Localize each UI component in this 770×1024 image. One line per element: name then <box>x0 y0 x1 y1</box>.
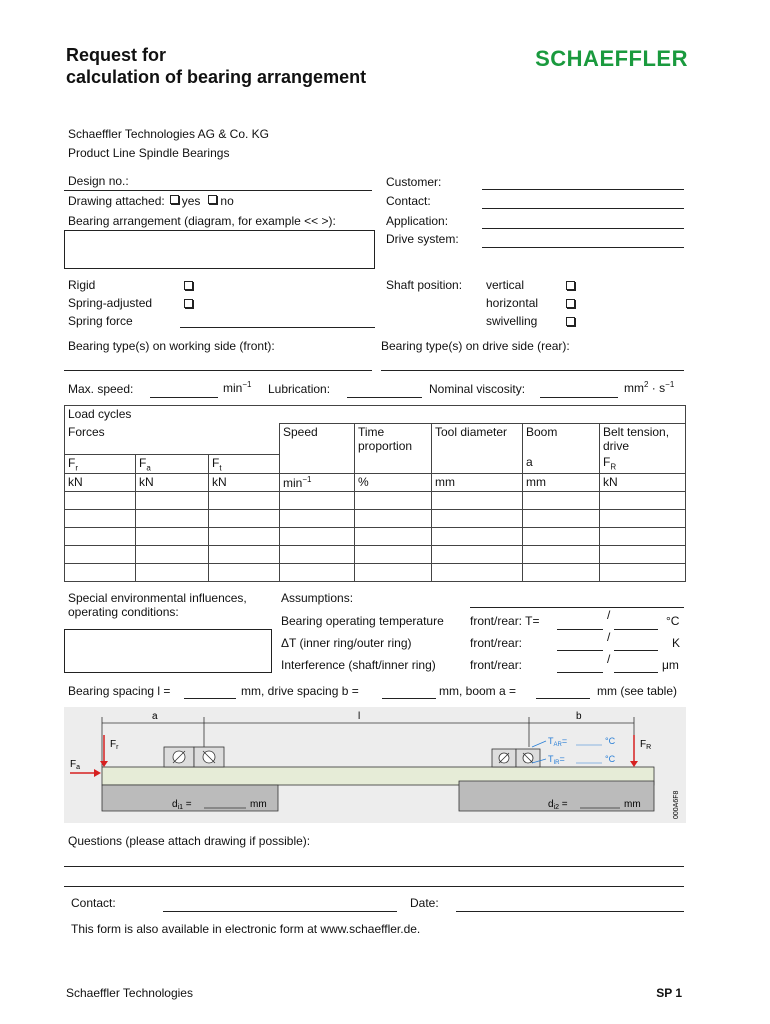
dt-mid: front/rear: <box>470 636 523 650</box>
tir-unit: °C <box>605 754 616 764</box>
max-speed-label: Max. speed: <box>68 382 134 396</box>
swivelling-checkbox[interactable] <box>566 317 575 326</box>
viscosity-label: Nominal viscosity: <box>429 382 526 396</box>
fa-header: $F_a$ <box>136 454 209 473</box>
FR-label: $F_R$ <box>640 739 652 751</box>
interference-rear-field[interactable] <box>614 672 658 673</box>
design-no-field[interactable] <box>64 190 372 191</box>
unit-cell: kN <box>600 473 686 491</box>
tar-label: $T_{AR}=$ <box>548 736 568 748</box>
table-row <box>65 424 686 455</box>
lubrication-label: Lubrication: <box>268 382 331 396</box>
bearing-spacing-label: Bearing spacing l = <box>68 684 171 698</box>
title-line-2: calculation of bearing arrangement <box>66 67 367 87</box>
tool-diameter-header: Tool diameter <box>432 424 523 474</box>
contact-label-top: Contact: <box>386 194 431 208</box>
interference-label: Interference (shaft/inner ring) <box>281 658 436 672</box>
horizontal-checkbox[interactable] <box>566 299 575 308</box>
interference-slash: / <box>607 652 611 666</box>
rear-bearing-pair <box>492 749 540 767</box>
no-checkbox[interactable] <box>208 195 217 204</box>
boom-label: mm, boom a = <box>439 684 517 698</box>
bearing-type-rear-label: Bearing type(s) on drive side (rear): <box>381 339 570 353</box>
dt-rear-field[interactable] <box>614 650 658 651</box>
product-line: Product Line Spindle Bearings <box>68 146 230 160</box>
contact-field[interactable] <box>163 911 397 912</box>
tir-label: $T_{IR}=$ <box>548 754 565 766</box>
boom-a-header: a <box>523 454 600 473</box>
dt-label: ΔT (inner ring/outer ring) <box>281 636 412 650</box>
swivelling-label: swivelling <box>486 314 538 328</box>
dim-l-label: l <box>358 711 361 722</box>
yes-label: yes <box>181 194 201 208</box>
temp-label: Bearing operating temperature <box>281 614 444 628</box>
speed-header: Speed <box>280 424 355 474</box>
date-label: Date: <box>410 896 439 910</box>
drive-spacing-label: mm, drive spacing b = <box>241 684 359 698</box>
dt-unit: K <box>672 636 681 650</box>
max-speed-unit: $\min^{-1}$ <box>223 380 252 395</box>
table-row[interactable] <box>65 545 686 563</box>
fr-label: $F_r$ <box>110 739 119 751</box>
design-no-label: Design no.: <box>68 174 129 188</box>
page-title <box>66 44 366 88</box>
yes-checkbox[interactable] <box>170 195 179 204</box>
dim-a-label: a <box>152 711 158 722</box>
vertical-checkbox[interactable] <box>566 281 575 290</box>
dt-front-field[interactable] <box>557 650 603 651</box>
drive-system-field[interactable] <box>482 247 684 248</box>
temp-slash: / <box>607 608 611 622</box>
application-label: Application: <box>386 214 449 228</box>
date-field[interactable] <box>456 911 684 912</box>
bearing-arrangement-diagram <box>64 707 686 823</box>
assumptions-label: Assumptions: <box>281 591 354 605</box>
drive-spacing-field[interactable] <box>382 698 436 699</box>
temp-unit: °C <box>666 614 680 628</box>
rigid-checkbox[interactable] <box>184 281 193 290</box>
front-bearing-pair <box>164 747 224 767</box>
viscosity-unit: $mm^2 \cdot s^{-1}$ <box>624 380 675 395</box>
customer-label: Customer: <box>386 175 442 189</box>
tar-unit: °C <box>605 736 616 746</box>
belt-tension-header: Belt tension, drive <box>600 424 686 455</box>
environment-label-1: Special environmental influences, <box>68 591 247 605</box>
footer-company: Schaeffler Technologies <box>66 986 193 1000</box>
shaft-position-label: Shaft position: <box>386 278 463 292</box>
bearing-arrangement-box[interactable] <box>64 230 375 269</box>
drive-system-label: Drive system: <box>386 232 459 246</box>
boom-field[interactable] <box>536 698 590 699</box>
spring-force-label: Spring force <box>68 314 133 328</box>
vertical-label: vertical <box>486 278 525 292</box>
load-cycles-header: Load cycles <box>65 406 686 424</box>
horizontal-label: horizontal <box>486 296 539 310</box>
footer-page: SP 1 <box>656 986 682 1000</box>
figure-code: 000A6F8 <box>673 790 680 819</box>
di2-unit: mm <box>624 799 641 810</box>
table-row <box>65 406 686 424</box>
environment-label <box>68 591 247 619</box>
questions-field-2[interactable] <box>64 886 684 887</box>
table-row[interactable] <box>65 527 686 545</box>
drawing-attached-label: Drawing attached: <box>68 194 165 208</box>
unit-cell: kN <box>209 473 280 491</box>
max-speed-field[interactable] <box>150 397 218 398</box>
table-row[interactable] <box>65 563 686 581</box>
unit-cell: $\min^{-1}$ <box>280 473 355 491</box>
spring-adjusted-checkbox[interactable] <box>184 299 193 308</box>
assumptions-top-rule <box>470 607 684 608</box>
interference-unit: μm <box>662 658 679 672</box>
di1-label: $d_{i1}$ = <box>172 799 192 811</box>
temp-mid: front/rear: T= <box>470 614 540 628</box>
rigid-label: Rigid <box>68 278 96 292</box>
environment-label-2: operating conditions: <box>68 605 179 619</box>
brand-logo: SCHAEFFLER <box>535 46 688 71</box>
questions-field-1[interactable] <box>64 866 684 867</box>
viscosity-field[interactable] <box>540 397 618 398</box>
unit-cell: kN <box>65 473 136 491</box>
availability-note: This form is also available in electronic form at www.schaeffler.de. <box>71 922 421 936</box>
unit-cell: % <box>355 473 432 491</box>
bearing-type-front-label: Bearing type(s) on working side (front): <box>68 339 275 353</box>
bearing-spacing-field[interactable] <box>184 698 236 699</box>
bearing-arrangement-label: Bearing arrangement (diagram, for example << >): <box>68 214 336 228</box>
forces-header: Forces <box>65 424 280 455</box>
customer-field[interactable] <box>482 189 684 190</box>
see-table-label: mm (see table) <box>597 684 678 698</box>
ft-header: $F_t$ <box>209 454 280 473</box>
temp-rear-field[interactable] <box>614 629 658 630</box>
fr-header: $F_r$ <box>65 454 136 473</box>
company-name: Schaeffler Technologies AG & Co. KG <box>68 127 270 141</box>
load-cycles-table <box>64 405 686 582</box>
spring-force-field[interactable] <box>180 327 375 328</box>
dt-slash: / <box>607 630 611 644</box>
interference-mid: front/rear: <box>470 658 523 672</box>
time-proportion-header: Time proportion <box>355 424 432 474</box>
environment-box[interactable] <box>64 629 272 673</box>
bearing-type-rear-field[interactable] <box>381 370 684 371</box>
questions-label: Questions (please attach drawing if possible): <box>68 834 311 848</box>
fa-label: $F_a$ <box>70 759 81 771</box>
di1-unit: mm <box>250 799 267 810</box>
drawing-attached-row <box>68 194 234 208</box>
unit-cell: mm <box>432 473 523 491</box>
dim-b-label: b <box>576 711 582 722</box>
contact-label: Contact: <box>71 896 116 910</box>
boom-header: Boom <box>523 424 600 455</box>
table-row[interactable] <box>65 509 686 527</box>
unit-cell: mm <box>523 473 600 491</box>
contact-field-top[interactable] <box>482 208 684 209</box>
spring-adjusted-label: Spring-adjusted <box>68 296 153 310</box>
unit-cell: kN <box>136 473 209 491</box>
table-row[interactable] <box>65 491 686 509</box>
bearing-type-front-field[interactable] <box>64 370 372 371</box>
title-line-1: Request for <box>66 45 167 65</box>
lubrication-field[interactable] <box>347 397 422 398</box>
belt-fr-header: $F_R$ <box>600 454 686 473</box>
interference-front-field[interactable] <box>557 672 603 673</box>
no-label: no <box>220 194 234 208</box>
table-row <box>65 473 686 491</box>
application-field[interactable] <box>482 228 684 229</box>
di2-label: $d_{i2}$ = <box>548 799 568 811</box>
temp-front-field[interactable] <box>557 629 603 630</box>
